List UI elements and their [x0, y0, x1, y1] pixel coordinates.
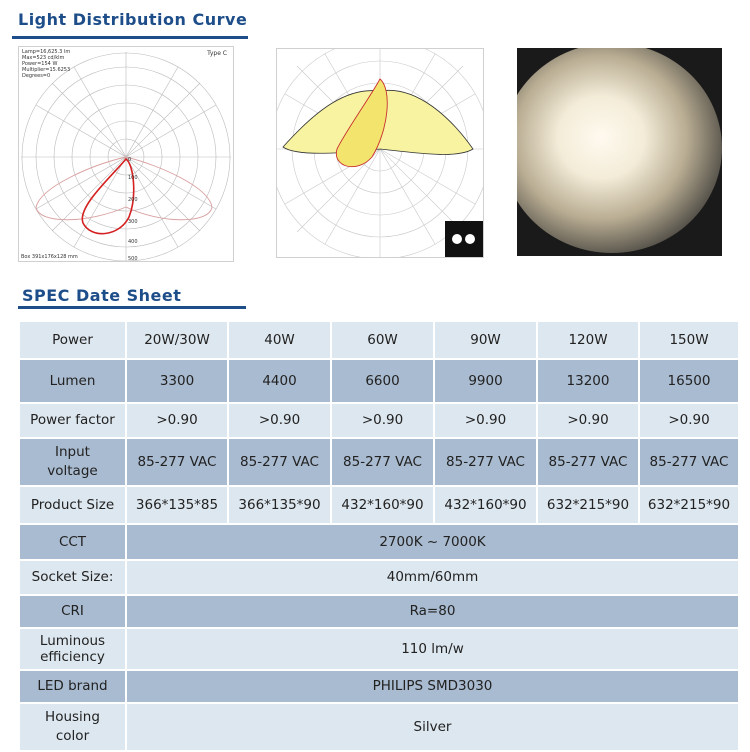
spec-row-lumen — [19, 359, 739, 403]
polar-tick-label: 200 — [128, 197, 138, 203]
polar-legend — [22, 49, 70, 79]
yellow-distribution-svg — [277, 49, 483, 257]
spec-cell: 85-277 VAC — [434, 438, 537, 486]
spec-cell: 13200 — [537, 359, 639, 403]
spec-row-cct — [19, 524, 739, 560]
spec-cell: >0.90 — [434, 403, 537, 438]
polar-tick-label: 100 — [128, 175, 138, 181]
spec-merged-cell: 40mm/60mm — [126, 560, 739, 595]
spec-cell: 85-277 VAC — [126, 438, 228, 486]
spec-row-label: CRI — [19, 595, 126, 628]
polar-tick-label: 300 — [128, 219, 138, 225]
spec-row-label — [19, 628, 126, 670]
spec-merged-cell: Silver — [126, 703, 739, 751]
luminaire-thumbnail — [445, 221, 483, 257]
spec-row-cri — [19, 595, 739, 628]
spec-cell: 3300 — [126, 359, 228, 403]
polar-grid — [21, 52, 231, 261]
spec-merged-cell: 110 lm/w — [126, 628, 739, 670]
spec-cell: 366*135*90 — [228, 486, 331, 524]
spec-cell: 40W — [228, 321, 331, 359]
spec-cell: 150W — [639, 321, 739, 359]
spec-cell: 85-277 VAC — [331, 438, 434, 486]
polar-curve-svg — [19, 47, 233, 261]
spec-cell: >0.90 — [639, 403, 739, 438]
spec-row-label-line: efficiency — [40, 649, 105, 665]
spec-row-led-brand — [19, 670, 739, 703]
spec-cell: 20W/30W — [126, 321, 228, 359]
polar-legend-line: Max=523 cd/klm — [22, 55, 65, 61]
polar-legend-line: Power=154 W — [22, 61, 58, 67]
spec-cell: 432*160*90 — [331, 486, 434, 524]
spec-merged-cell: Ra=80 — [126, 595, 739, 628]
spec-cell: 4400 — [228, 359, 331, 403]
spec-cell: 632*215*90 — [639, 486, 739, 524]
spec-cell: >0.90 — [126, 403, 228, 438]
spec-row-label — [19, 703, 126, 751]
spec-row-label-line: color — [55, 728, 90, 744]
spec-row-label — [19, 438, 126, 486]
spec-cell: >0.90 — [537, 403, 639, 438]
spec-cell: 632*215*90 — [537, 486, 639, 524]
light-spot-photo — [517, 48, 722, 256]
spec-title-underline — [18, 306, 246, 309]
spec-cell: 90W — [434, 321, 537, 359]
distribution-title-underline — [12, 36, 248, 39]
spec-cell: 366*135*85 — [126, 486, 228, 524]
spec-row-label-line: Luminous — [39, 633, 106, 649]
spec-row-label-line: voltage — [47, 463, 98, 479]
spec-row-power-factor — [19, 403, 739, 438]
polar-curve-diagram — [18, 46, 234, 262]
spec-row-label: Product Size — [19, 486, 126, 524]
spec-row-label: LED brand — [19, 670, 126, 703]
polar-legend-line: Lamp=16,625.3 lm — [22, 49, 71, 55]
spec-cell: 85-277 VAC — [228, 438, 331, 486]
spec-row-socket-size — [19, 560, 739, 595]
spec-row-housing-color — [19, 703, 739, 751]
spec-row-power — [19, 321, 739, 359]
spec-cell: >0.90 — [228, 403, 331, 438]
polar-legend-line: Degrees=0 — [22, 73, 51, 79]
spec-table — [18, 320, 740, 752]
spec-row-label-line: Input — [55, 444, 90, 460]
spec-title: SPEC Date Sheet — [22, 286, 182, 305]
spec-cell: 85-277 VAC — [537, 438, 639, 486]
polar-type-label: Type C — [207, 50, 227, 57]
polar-tick-label: 500 — [128, 256, 138, 261]
spec-cell: 16500 — [639, 359, 739, 403]
polar-footer: Box 391x176x128 mm — [21, 254, 78, 260]
spec-cell: 120W — [537, 321, 639, 359]
polar-tick-label: 0 — [128, 157, 132, 163]
spec-cell: 432*160*90 — [434, 486, 537, 524]
spec-row-label: Power factor — [19, 403, 126, 438]
spec-row-input-voltage — [19, 438, 739, 486]
distribution-title: Light Distribution Curve — [18, 10, 248, 29]
horizontal-distribution-curve — [36, 157, 212, 220]
spec-cell: 85-277 VAC — [639, 438, 739, 486]
spec-row-label: CCT — [19, 524, 126, 560]
polar-tick-label: 400 — [128, 239, 138, 245]
spec-cell: 60W — [331, 321, 434, 359]
yellow-distribution-diagram — [276, 48, 484, 258]
spec-row-label-line: Housing — [45, 709, 100, 725]
spec-cell: >0.90 — [331, 403, 434, 438]
spec-row-label: Socket Size: — [19, 560, 126, 595]
spec-merged-cell: 2700K ~ 7000K — [126, 524, 739, 560]
spec-cell: 6600 — [331, 359, 434, 403]
spec-merged-cell: PHILIPS SMD3030 — [126, 670, 739, 703]
spec-row-product-size — [19, 486, 739, 524]
spec-row-luminous-efficiency — [19, 628, 739, 670]
spec-cell: 9900 — [434, 359, 537, 403]
polar-legend-line: Multiplier=15.6253 — [22, 67, 71, 73]
light-spot-svg — [517, 48, 722, 256]
spec-row-label: Lumen — [19, 359, 126, 403]
spec-row-label: Power — [19, 321, 126, 359]
